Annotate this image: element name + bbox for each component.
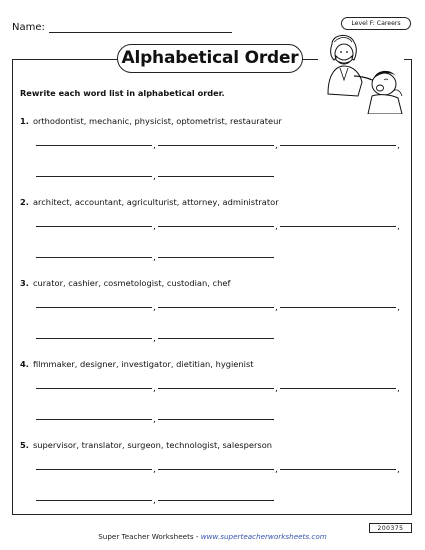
comma-separator: , [275,222,278,232]
question-word-list: architect, accountant, agriculturist, attorney, administrator [32,197,279,207]
level-badge: Level F: Careers [341,17,411,30]
comma-separator: , [153,496,156,506]
comma-separator: , [153,172,156,182]
question-word-list: supervisor, translator, surgeon, technologist, salesperson [32,440,273,450]
comma-separator: , [153,303,156,313]
answer-line[interactable] [158,307,274,308]
answer-line[interactable] [158,500,274,501]
answer-line[interactable] [36,338,152,339]
answer-line[interactable] [36,419,152,420]
footer-prefix: Super Teacher Worksheets - [98,532,201,541]
name-field[interactable] [12,22,232,33]
question-2 [20,197,279,207]
comma-separator: , [397,465,400,475]
answer-line[interactable] [36,500,152,501]
answer-line[interactable] [36,469,152,470]
worksheet-code: 200375 [369,523,412,533]
comma-separator: , [153,384,156,394]
question-number: 2. [20,197,29,207]
question-word-list: curator, cashier, cosmetologist, custodian, chef [32,278,231,288]
answer-line[interactable] [158,388,274,389]
answer-line[interactable] [158,145,274,146]
answer-line[interactable] [158,338,274,339]
question-number: 3. [20,278,29,288]
answer-line[interactable] [280,307,396,308]
comma-separator: , [275,303,278,313]
answer-line[interactable] [158,226,274,227]
footer [0,532,425,541]
question-3 [20,278,230,288]
comma-separator: , [397,141,400,151]
comma-separator: , [275,465,278,475]
comma-separator: , [397,303,400,313]
comma-separator: , [275,384,278,394]
comma-separator: , [397,384,400,394]
comma-separator: , [153,465,156,475]
question-word-list: filmmaker, designer, investigator, dietitian, hygienist [32,359,254,369]
comma-separator: , [153,222,156,232]
comma-separator: , [153,334,156,344]
answer-line[interactable] [158,469,274,470]
question-number: 4. [20,359,29,369]
answer-line[interactable] [280,226,396,227]
page-title: Alphabetical Order [117,44,303,73]
name-line[interactable] [49,23,232,33]
answer-line[interactable] [36,226,152,227]
comma-separator: , [153,253,156,263]
name-label: Name: [12,22,45,33]
question-4 [20,359,254,369]
answer-line[interactable] [158,176,274,177]
answer-line[interactable] [36,176,152,177]
answer-line[interactable] [36,307,152,308]
question-word-list: orthodontist, mechanic, physicist, optometrist, restaurateur [32,116,282,126]
answer-line[interactable] [36,388,152,389]
answer-line[interactable] [158,419,274,420]
instruction-text: Rewrite each word list in alphabetical order. [20,88,225,98]
question-5 [20,440,272,450]
answer-line[interactable] [280,145,396,146]
comma-separator: , [275,141,278,151]
answer-line[interactable] [280,469,396,470]
footer-site-link[interactable]: www.superteacherworksheets.com [200,532,327,541]
answer-line[interactable] [36,145,152,146]
comma-separator: , [153,141,156,151]
question-1 [20,116,282,126]
question-number: 5. [20,440,29,450]
answer-line[interactable] [158,257,274,258]
question-number: 1. [20,116,29,126]
answer-line[interactable] [280,388,396,389]
comma-separator: , [397,222,400,232]
answer-line[interactable] [36,257,152,258]
dentist-with-patient-illustration-icon [318,30,404,114]
comma-separator: , [153,415,156,425]
